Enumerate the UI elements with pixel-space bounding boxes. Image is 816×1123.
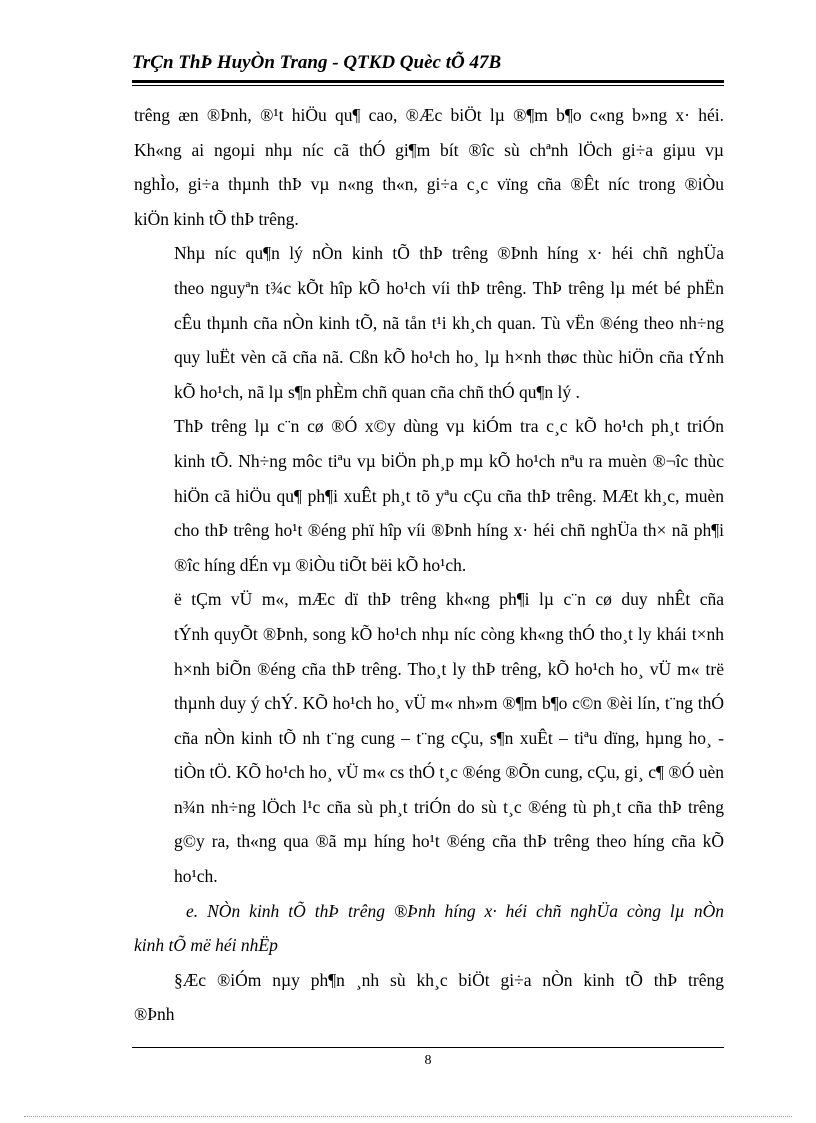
paragraph-continuation xyxy=(134,98,724,236)
text-line: ThÞ trêng lµ c¨n cø ®Ó x©y dùng vµ kiÓm tra c¸c kÕ ho¹ch ph¸t triÓn xyxy=(174,416,724,437)
text-line: e. NÒn kinh tÕ thÞ trêng ®Þnh híng x· héi chñ nghÜa còng lµ nÒn xyxy=(186,900,724,921)
text-line: Nhµ níc qu¶n lý nÒn kinh tÕ thÞ trêng ®Þnh híng x· héi chñ nghÜa xyxy=(174,243,724,264)
paragraph-macro-planning xyxy=(134,582,724,893)
text-line: g©y ra, th«ng qua ®ã mµ híng ho¹t ®éng cña thÞ trêng theo híng cña kÕ xyxy=(174,831,724,852)
paragraph-characteristic xyxy=(134,963,724,1032)
text-line: nghÌo, gi÷a thµnh thÞ vµ n«ng th«n, gi÷a c¸c vïng cña ®Êt níc trong ®iÒu xyxy=(134,174,724,195)
footer-rule xyxy=(132,1047,724,1048)
text-line: hiÖn cã hiÖu qu¶ ph¶i xuÊt ph¸t tõ yªu cÇu cña thÞ trêng. MÆt kh¸c, muèn xyxy=(174,485,724,506)
page-edge-divider xyxy=(24,1116,792,1117)
text-line: n¾n nh÷ng lÖch l¹c cña sù ph¸t triÓn do sù t¸c ®éng tù ph¸t cña thÞ trêng xyxy=(174,796,724,817)
text-line: cña nÒn kinh tÕ nh t¨ng cung – t¨ng cÇu, s¶n xuÊt – tiªu dïng, hµng ho¸ - xyxy=(174,727,724,748)
text-line: tÝnh quyÕt ®Þnh, song kÕ ho¹ch nhµ níc còng kh«ng thÓ tho¸t ly khái t×nh xyxy=(174,623,724,644)
text-line: trêng æn ®Þnh, ®¹t hiÖu qu¶ cao, ®Æc biÖt lµ ®¶m b¶o c«ng b»ng x· héi. xyxy=(134,105,724,125)
header-rule-thin xyxy=(132,85,724,86)
page-header: TrÇn ThÞ HuyÒn Trang - QTKD Quèc tÕ 47B xyxy=(132,52,502,73)
text-line: quy luËt vèn cã cña nã. Cßn kÕ ho¹ch ho¸ lµ h×nh thøc thùc hiÖn cña tÝnh xyxy=(174,347,724,368)
text-line: h×nh biÕn ®éng cña thÞ trêng. Tho¸t ly thÞ trêng, kÕ ho¹ch ho¸ vÜ m« trë xyxy=(174,658,724,679)
text-line: ®Þnh xyxy=(134,1004,175,1025)
page-number: 8 xyxy=(424,1053,432,1068)
text-line: kinh tÕ. Nh÷ng môc tiªu vµ biÖn ph¸p mµ kÕ ho¹ch nªu ra muèn ®¬îc thùc xyxy=(174,450,724,471)
section-heading-e xyxy=(134,894,724,963)
paragraph-market-management xyxy=(134,236,724,409)
text-line: ®îc híng dÉn vµ ®iÒu tiÕt bëi kÕ ho¹ch. xyxy=(174,554,467,575)
text-line: theo nguyªn t¾c kÕt hîp kÕ ho¹ch víi thÞ trêng. ThÞ trêng lµ mét bé phËn xyxy=(174,277,724,298)
text-line: cÊu thµnh cña nÒn kinh tÕ, nã tån t¹i kh¸ch quan. Tù vËn ®éng theo nh÷ng xyxy=(174,312,724,333)
text-line: ë tÇm vÜ m«, mÆc dï thÞ trêng kh«ng ph¶i lµ c¨n cø duy nhÊt cña xyxy=(174,589,724,610)
text-line: §Æc ®iÓm nµy ph¶n ¸nh sù kh¸c biÖt gi÷a nÒn kinh tÕ thÞ trêng xyxy=(174,969,724,990)
text-line: tiÒn tÖ. KÕ ho¹ch ho¸ vÜ m« cs thÓ t¸c ®éng ®Õn cung, cÇu, gi¸ c¶ ®Ó uèn xyxy=(174,762,724,783)
body-text xyxy=(134,98,724,1032)
text-line: thµnh duy ý chÝ. KÕ ho¹ch ho¸ vÜ m« nh»m ®¶m b¶o c©n ®èi lín, t¨ng thÓ xyxy=(174,693,724,714)
text-line: kiÖn kinh tÕ thÞ trêng. xyxy=(134,208,299,229)
text-line: ho¹ch. xyxy=(174,866,218,887)
text-line: Kh«ng ai ngoµi nhµ níc cã thÓ gi¶m bít ®îc sù chªnh lÖch gi÷a giµu vµ xyxy=(134,139,724,160)
paragraph-market-basis xyxy=(134,409,724,582)
text-line: kinh tÕ më héi nhËp xyxy=(134,935,278,956)
text-line: kÕ ho¹ch, nã lµ s¶n phÈm chñ quan cña chñ thÓ qu¶n lý . xyxy=(174,381,580,402)
text-line: cho thÞ trêng ho¹t ®éng phï hîp víi ®Þnh híng x· héi chñ nghÜa th× nã ph¶i xyxy=(174,520,724,541)
header-rule-thick xyxy=(132,80,724,83)
